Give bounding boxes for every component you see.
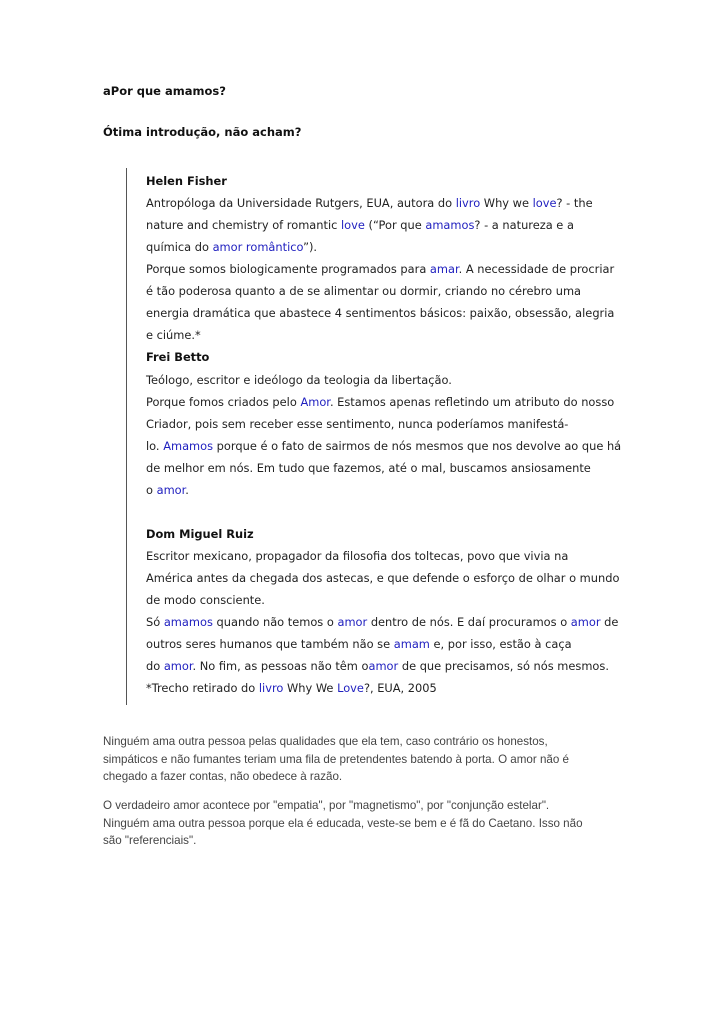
fisher-line-4: Porque somos biologicamente programados para amar. A necessidade de procriar xyxy=(146,262,615,276)
link-amor[interactable]: Amor xyxy=(300,395,330,409)
link-amar[interactable]: amar xyxy=(429,262,459,276)
fisher-line-7: e ciúme.* xyxy=(146,328,201,342)
fisher-line-1: Antropóloga da Universidade Rutgers, EUA, autora do livro Why we love? - the xyxy=(146,196,593,210)
fisher-line-6: energia dramática que abastece 4 sentimentos básicos: paixão, obsessão, alegria xyxy=(146,306,615,320)
link-amam[interactable]: amam xyxy=(393,637,430,651)
betto-line-1: Teólogo, escritor e ideólogo da teologia da libertação. xyxy=(146,373,452,387)
heading-otima-introducao: Ótima introdução, não acham? xyxy=(103,125,302,139)
link-livro[interactable]: livro xyxy=(258,681,284,695)
betto-line-3: Criador, pois sem receber esse sentimento, nunca poderíamos manifestá- xyxy=(146,417,569,431)
link-love[interactable]: love xyxy=(532,196,557,210)
link-amamos[interactable]: Amamos xyxy=(163,439,214,453)
para2-line-1: O verdadeiro amor acontece por "empatia", por "magnetismo", por "conjunção estelar". xyxy=(103,799,550,812)
ruiz-line-1: Escritor mexicano, propagador da filosofia dos toltecas, povo que vivia na xyxy=(146,549,569,563)
para1-line-2: simpáticos e não fumantes teriam uma fila de pretendentes batendo à porta. O amor não é xyxy=(103,752,569,766)
betto-line-5: de melhor em nós. Em tudo que fazemos, até o mal, buscamos ansiosamente xyxy=(146,461,591,475)
ruiz-line-2: América antes da chegada dos astecas, e que defende o esforço de olhar o mundo xyxy=(146,571,620,585)
ruiz-line-7: *Trecho retirado do livro Why We Love?, EUA, 2005 xyxy=(146,681,437,695)
paragraph-verdadeiro-amor xyxy=(103,797,613,850)
fisher-line-5: é tão poderosa quanto a de se alimentar ou dormir, criando no cérebro uma xyxy=(146,284,582,298)
link-love[interactable]: love xyxy=(341,218,365,232)
heading-por-que-amamos: aPor que amamos? xyxy=(103,84,226,98)
author-name-ruiz: Dom Miguel Ruiz xyxy=(146,527,254,541)
blockquote xyxy=(126,168,627,705)
link-amor[interactable]: amor xyxy=(156,483,186,497)
ruiz-line-3: de modo consciente. xyxy=(146,593,265,607)
para2-line-3: são "referenciais". xyxy=(103,834,197,847)
paragraph-ninguem-ama xyxy=(103,733,613,786)
para1-line-3: chegado a fazer contas, não obedece à razão. xyxy=(103,770,343,783)
link-amor[interactable]: amor xyxy=(163,659,193,673)
para2-line-2: Ninguém ama outra pessoa porque ela é educada, veste-se bem e é fã do Caetano. Isso não xyxy=(103,816,583,830)
ruiz-line-4: Só amamos quando não temos o amor dentro de nós. E daí procuramos o amor de xyxy=(146,615,619,629)
betto-line-2: Porque fomos criados pelo Amor. Estamos apenas refletindo um atributo do nosso xyxy=(146,395,615,409)
link-livro[interactable]: livro xyxy=(455,196,481,210)
link-amor[interactable]: amor xyxy=(337,615,368,629)
fisher-line-3: química do amor romântico”). xyxy=(146,240,318,254)
para1-line-1: Ninguém ama outra pessoa pelas qualidades que ela tem, caso contrário os honestos, xyxy=(103,735,548,748)
author-name-betto: Frei Betto xyxy=(146,350,210,364)
link-amamos[interactable]: amamos xyxy=(425,218,475,232)
ruiz-line-5: outros seres humanos que também não se amam e, por isso, estão à caça xyxy=(146,637,572,651)
link-amor[interactable]: amor xyxy=(570,615,601,629)
link-amamos[interactable]: amamos xyxy=(163,615,213,629)
ruiz-line-6: do amor. No fim, as pessoas não têm oamor de que precisamos, só nós mesmos. xyxy=(146,659,609,673)
betto-line-6: o amor. xyxy=(146,483,189,497)
link-amor[interactable]: amor xyxy=(368,659,399,673)
link-amor-romantico[interactable]: amor romântico xyxy=(212,240,304,254)
author-name-fisher: Helen Fisher xyxy=(146,174,227,188)
fisher-line-2: nature and chemistry of romantic love (“Por que amamos? - a natureza e a xyxy=(146,218,574,232)
betto-line-4: lo. Amamos porque é o fato de sairmos de nós mesmos que nos devolve ao que há xyxy=(146,439,622,453)
link-love[interactable]: Love xyxy=(337,681,364,695)
